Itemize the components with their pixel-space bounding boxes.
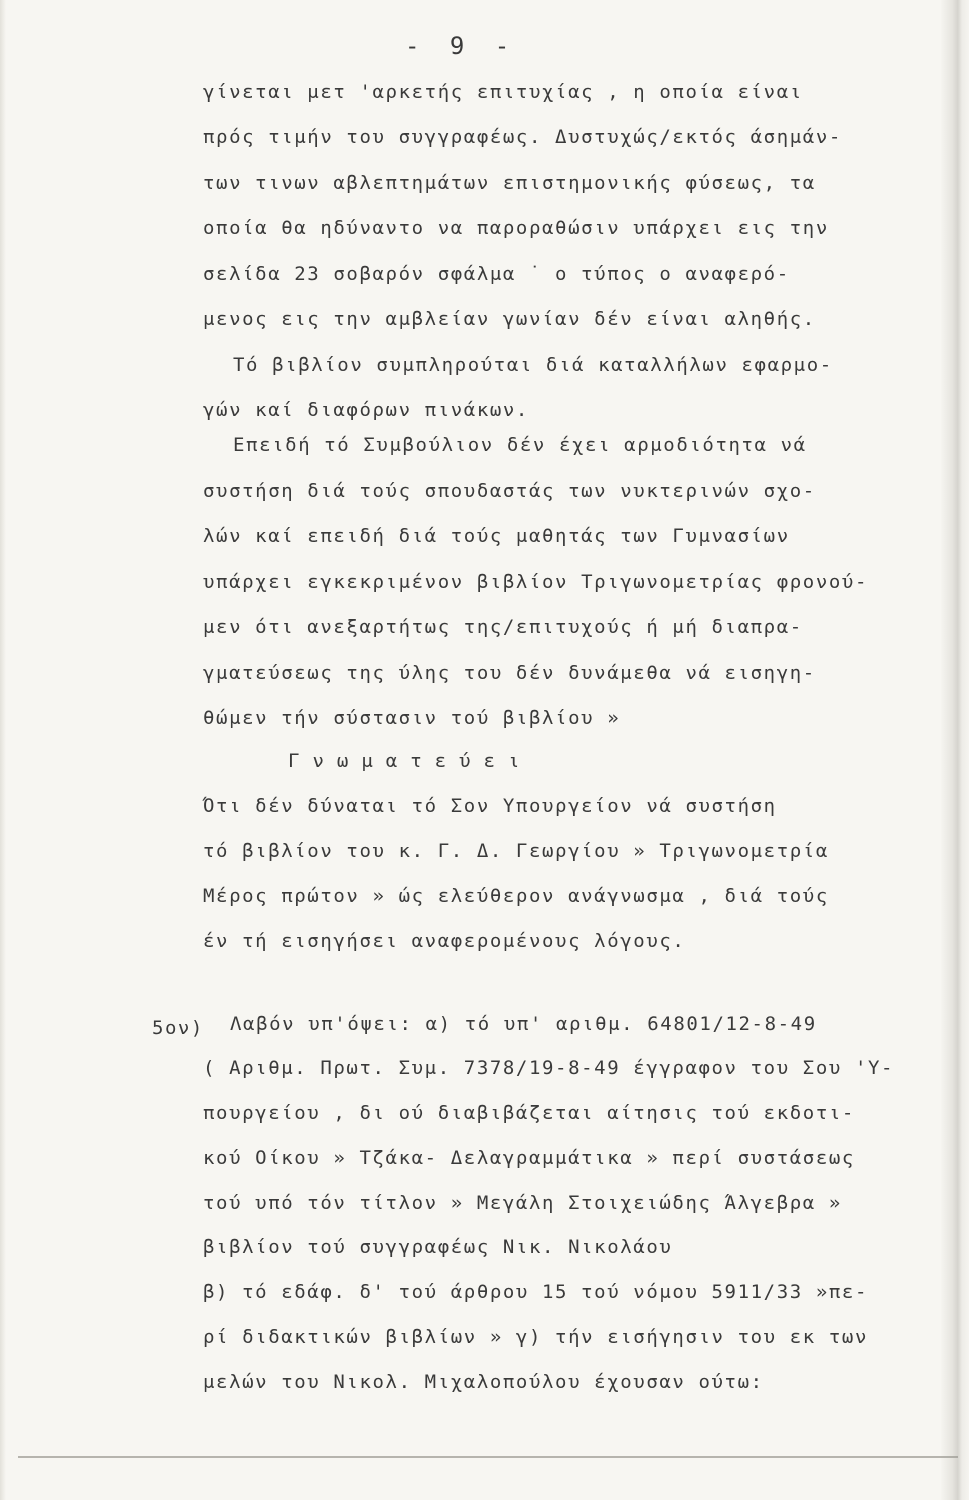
text-line: πρός τιμήν του συγγραφέως. Δυστυχώς/εκτός άσημάν- bbox=[203, 126, 842, 148]
item-label: 5ον) bbox=[152, 1017, 204, 1039]
text-line: γίνεται μετ 'αρκετής επιτυχίας , η οποία είναι bbox=[203, 81, 803, 103]
page-right-edge bbox=[941, 0, 969, 1500]
text-line: σελίδα 23 σοβαρόν σφάλμα ˙ ο τύπος ο αναφερό- bbox=[203, 263, 790, 285]
text-line: των τινων αβλεπτημάτων επιστημονικής φύσεως, τα bbox=[203, 172, 816, 194]
section-heading: Γνωματεύει bbox=[288, 750, 533, 772]
page-left-edge bbox=[0, 0, 6, 1500]
text-line: γματεύσεως της ύλης του δέν δυνάμεθα νά εισηγη- bbox=[203, 662, 816, 684]
text-line: βιβλίον τού συγγραφέως Νικ. Νικολάου bbox=[203, 1236, 673, 1258]
text-line: τό βιβλίον του κ. Γ. Δ. Γεωργίου » Τριγωνομετρία bbox=[203, 840, 829, 862]
text-line: κού Οίκου » Τζάκα- Δελαγραμμάτικα » περί συστάσεως bbox=[203, 1147, 855, 1169]
text-line: μεν ότι ανεξαρτήτως της/επιτυχούς ή μή διαπρα- bbox=[203, 616, 803, 638]
text-line: Λαβόν υπ'όψει: α) τό υπ' αριθμ. 64801/12-8-49 bbox=[230, 1013, 817, 1035]
text-line: Ότι δέν δύναται τό Σον Υπουργείον νά συστήση bbox=[203, 795, 777, 817]
text-line: γών καί διαφόρων πινάκων. bbox=[203, 399, 529, 421]
text-line: Επειδή τό Συμβούλιον δέν έχει αρμοδιότητα νά bbox=[233, 434, 807, 456]
text-line: ρί διδακτικών βιβλίων » γ) τήν εισήγησιν του εκ των bbox=[203, 1326, 868, 1348]
text-line: β) τό εδάφ. δ' τού άρθρου 15 τού νόμου 5911/33 »πε- bbox=[203, 1281, 868, 1303]
text-line: τού υπό τόν τίτλον » Μεγάλη Στοιχειώδης Άλγεβρα » bbox=[203, 1192, 842, 1214]
text-line: μενος εις την αμβλείαν γωνίαν δέν είναι αληθής. bbox=[203, 308, 816, 330]
bottom-rule bbox=[18, 1456, 958, 1458]
text-line: Μέρος πρώτον » ώς ελεύθερον ανάγνωσμα , διά τούς bbox=[203, 885, 829, 907]
text-line: Τό βιβλίον συμπληρούται διά καταλλήλων εφαρμο- bbox=[233, 354, 833, 376]
text-line: θώμεν τήν σύστασιν τού βιβλίου » bbox=[203, 707, 621, 729]
text-line: οποία θα ηδύναντο να παροραθώσιν υπάρχει εις την bbox=[203, 217, 829, 239]
text-line: λών καί επειδή διά τούς μαθητάς των Γυμνασίων bbox=[203, 525, 790, 547]
text-line: συστήση διά τούς σπουδαστάς των νυκτερινών σχο- bbox=[203, 480, 816, 502]
text-line: μελών του Νικολ. Μιχαλοπούλου έχουσαν ούτω: bbox=[203, 1371, 764, 1393]
text-line: έν τή εισηγήσει αναφερομένους λόγους. bbox=[203, 930, 686, 952]
text-line: υπάρχει εγκεκριμένον βιβλίον Τριγωνομετρίας φρονού- bbox=[203, 571, 868, 593]
page-number: - 9 - bbox=[405, 32, 518, 60]
text-line: πουργείου , δι ού διαβιβάζεται αίτησις τού εκδοτι- bbox=[203, 1102, 855, 1124]
text-line: ( Αριθμ. Πρωτ. Συμ. 7378/19-8-49 έγγραφον του Σου 'Υ- bbox=[203, 1057, 895, 1079]
